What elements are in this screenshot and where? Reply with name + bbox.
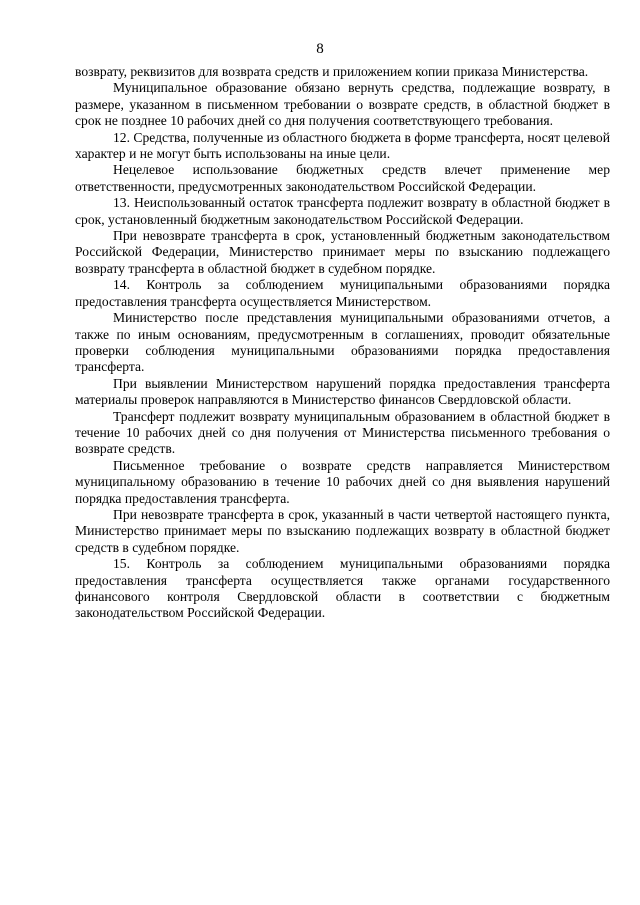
paragraph-13-unused-balance: 13. Неиспользованный остаток трансферта подлежит возврату в областной бюджет в срок, установленный бюджетным законодательством Российской Федерации. [75, 195, 610, 227]
paragraph-transfer-return: Трансферт подлежит возврату муниципальным образованием в областной бюджет в течение 10 рабочих дней со дня получения от Министерства письменного требования о возврате средств. [75, 408, 610, 457]
paragraph-court-recovery: При невозврате трансферта в срок, указанный в части четвертой настоящего пункта, Министерство принимает меры по взысканию подлежащих возврату в областной бюджет средств в судебном порядке. [75, 506, 610, 555]
paragraph-non-return-court: При невозврате трансферта в срок, установленный бюджетным законодательством Российской Федерации, Министерство принимает меры по взысканию подлежащего возврату трансферта в областной бюджет в судебном порядке. [75, 228, 610, 276]
document-body [75, 64, 610, 622]
paragraph-14-control: 14. Контроль за соблюдением муниципальными образованиями порядка предоставления трансферта осуществляется Министерством. [75, 277, 610, 309]
paragraph-written-demand: Письменное требование о возврате средств направляется Министерством муниципальному образованию в течение 10 рабочих дней со дня выявления нарушений порядка предоставления трансферта. [75, 457, 610, 506]
paragraph-violations-materials: При выявлении Министерством нарушений порядка предоставления трансферта материалы проверок направляются в Министерство финансов Свердловской области. [75, 375, 610, 408]
paragraph-continuation: возврату, реквизитов для возврата средств и приложением копии приказа Министерства. [75, 64, 589, 79]
paragraph-15-state-control: 15. Контроль за соблюдением муниципальными образованиями порядка предоставления трансферта осуществляется также органами государственного финансового контроля Свердловской области в соответствии с бюджетным законодательством Российской Федерации. [75, 556, 610, 621]
paragraph-return-obligation: Муниципальное образование обязано вернуть средства, подлежащие возврату, в размере, указанном в письменном требовании о возврате средств, в областной бюджет в срок не позднее 10 рабочих дней со дня получения соответствующего требования. [75, 80, 610, 129]
paragraph-12-targeted-use: 12. Средства, полученные из областного бюджета в форме трансферта, носят целевой характер и не могут быть использованы на иные цели. [75, 129, 610, 162]
paragraph-misuse-liability: Нецелевое использование бюджетных средств влечет применение мер ответственности, предусмотренных законодательством Российской Федерации. [75, 162, 610, 194]
paragraph-inspections: Министерство после представления муниципальными образованиями отчетов, а также по иным основаниям, предусмотренным в соглашениях, проводит обязательные проверки соблюдения муниципальными образованиями порядка предоставления трансферта. [75, 310, 610, 375]
page-number: 8 [316, 41, 324, 57]
